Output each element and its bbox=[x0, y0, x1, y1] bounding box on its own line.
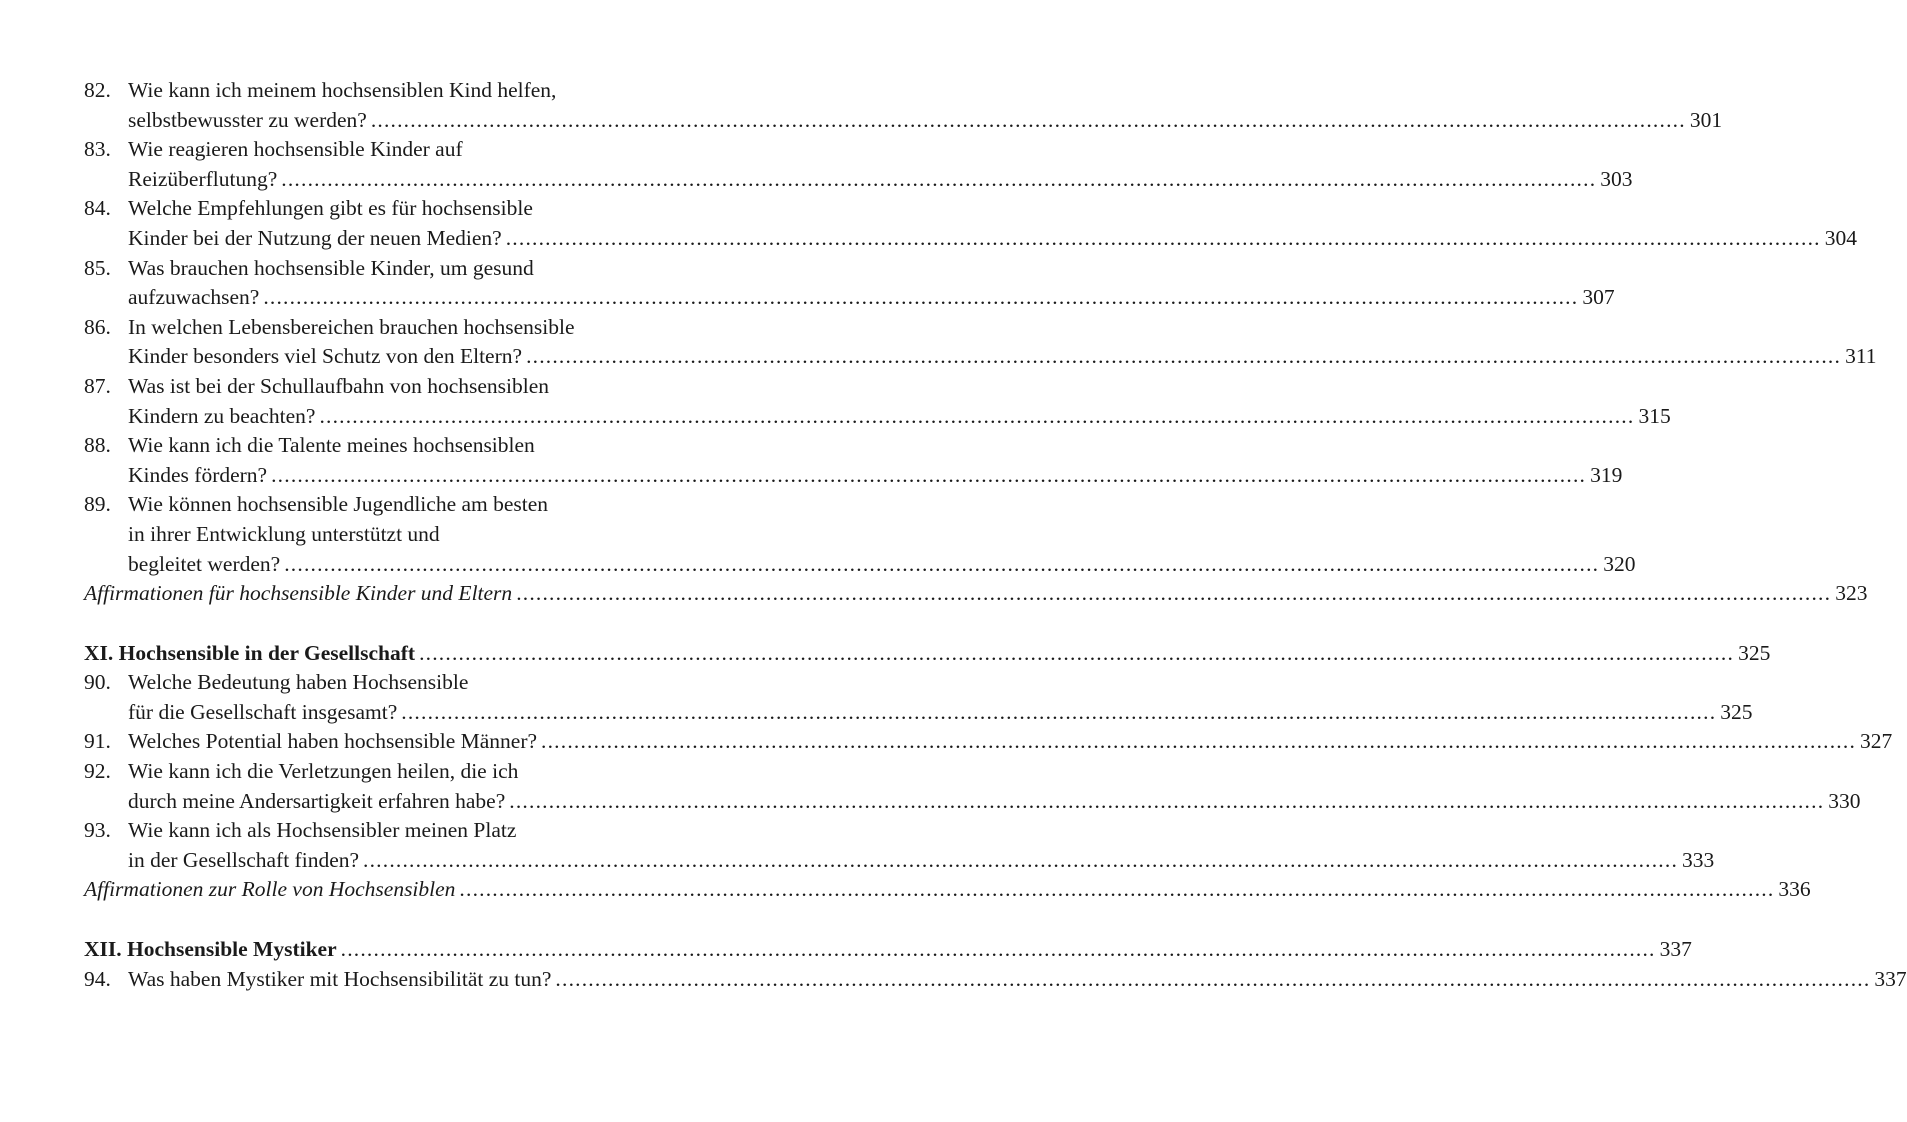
entry-title-line: Was brauchen hochsensible Kinder, um gesund bbox=[128, 255, 534, 280]
entry-title-line: Wie reagieren hochsensible Kinder auf bbox=[128, 137, 463, 162]
dot-leader: ........................................................................................................................................................................................................ bbox=[340, 937, 1656, 962]
toc-entry-89[interactable] bbox=[84, 490, 1636, 579]
affirmations-title: Affirmationen für hochsensible Kinder und Eltern bbox=[84, 581, 513, 606]
toc-entry-82[interactable] bbox=[84, 76, 1723, 135]
page-number: 333 bbox=[1682, 847, 1715, 872]
entry-title-line: Reizüberflutung? bbox=[128, 166, 278, 191]
page-number: 304 bbox=[1824, 225, 1857, 250]
entry-title-line: Welche Bedeutung haben Hochsensible bbox=[128, 670, 469, 695]
entry-title-line: in ihrer Entwicklung unterstützt und bbox=[128, 521, 440, 546]
toc-entry-88[interactable] bbox=[84, 431, 1623, 490]
toc-entry-93[interactable] bbox=[84, 816, 1715, 875]
entry-title-line: Kinder bei der Nutzung der neuen Medien? bbox=[128, 225, 502, 250]
toc-chapter-xi[interactable] bbox=[84, 639, 1771, 669]
page-number: 301 bbox=[1689, 107, 1723, 132]
chapter-title: XII. Hochsensible Mystiker bbox=[84, 937, 337, 962]
entry-number: 88. bbox=[84, 433, 111, 458]
affirmations-title: Affirmationen zur Rolle von Hochsensiblen bbox=[84, 877, 456, 902]
dot-leader: ........................................................................................................................................................................................................ bbox=[370, 107, 1686, 132]
entry-title-line: Was ist bei der Schullaufbahn von hochsensiblen bbox=[128, 373, 550, 398]
section-gap bbox=[84, 905, 637, 935]
toc-entry-85[interactable] bbox=[84, 254, 1615, 313]
page-number: 325 bbox=[1720, 699, 1753, 724]
dot-leader: ........................................................................................................................................................................................................ bbox=[541, 729, 1857, 754]
entry-number: 94. bbox=[84, 966, 111, 991]
page-number: 319 bbox=[1590, 462, 1623, 487]
dot-leader: ........................................................................................................................................................................................................ bbox=[419, 640, 1735, 665]
toc-entry-87[interactable] bbox=[84, 372, 1671, 431]
toc-entry-92[interactable] bbox=[84, 757, 1861, 816]
entry-number: 83. bbox=[84, 137, 111, 162]
chapter-title: XI. Hochsensible in der Gesellschaft bbox=[84, 640, 416, 665]
page-number: 323 bbox=[1835, 581, 1868, 606]
toc-entry-91[interactable] bbox=[84, 727, 1893, 757]
entry-title-line: durch meine Andersartigkeit erfahren habe? bbox=[128, 788, 506, 813]
entry-title-line: in der Gesellschaft finden? bbox=[128, 847, 360, 872]
page-number: 327 bbox=[1860, 729, 1893, 754]
entry-title-line: Wie können hochsensible Jugendliche am besten bbox=[128, 492, 549, 517]
toc-entry-86[interactable] bbox=[84, 313, 1877, 372]
page-number: 337 bbox=[1659, 937, 1692, 962]
toc-chapter-xii[interactable] bbox=[84, 935, 1692, 965]
entry-title-line: Was haben Mystiker mit Hochsensibilität zu tun? bbox=[128, 966, 552, 991]
entry-title-line: Welche Empfehlungen gibt es für hochsensible bbox=[128, 196, 533, 221]
entry-title-line: Kinder besonders viel Schutz von den Eltern? bbox=[128, 344, 523, 369]
page-number: 336 bbox=[1778, 877, 1811, 902]
entry-title-line: Welches Potential haben hochsensible Männer? bbox=[128, 729, 538, 754]
page-number: 311 bbox=[1845, 344, 1877, 369]
dot-leader: ........................................................................................................................................................................................................ bbox=[516, 581, 1832, 606]
page-number: 330 bbox=[1828, 788, 1861, 813]
toc-entry-83[interactable] bbox=[84, 135, 1633, 194]
page-number: 315 bbox=[1638, 403, 1671, 428]
entry-title-line: Wie kann ich als Hochsensibler meinen Platz bbox=[128, 818, 517, 843]
dot-leader: ........................................................................................................................................................................................................ bbox=[459, 877, 1775, 902]
entry-title-line: Kindern zu beachten? bbox=[128, 403, 316, 428]
entry-number: 90. bbox=[84, 670, 111, 695]
dot-leader: ........................................................................................................................................................................................................ bbox=[271, 462, 1587, 487]
entry-title-line: begleitet werden? bbox=[128, 551, 281, 576]
dot-leader: ........................................................................................................................................................................................................ bbox=[319, 403, 1635, 428]
entry-number: 93. bbox=[84, 818, 111, 843]
entry-title-line: Wie kann ich die Verletzungen heilen, die ich bbox=[128, 759, 519, 784]
section-gap bbox=[84, 609, 637, 639]
page-number: 320 bbox=[1603, 551, 1636, 576]
toc-affirmations-children-parents[interactable] bbox=[84, 579, 1868, 609]
dot-leader: ........................................................................................................................................................................................................ bbox=[555, 966, 1871, 991]
page-number: 337 bbox=[1874, 966, 1907, 991]
entry-title-line: Wie kann ich meinem hochsensiblen Kind helfen, bbox=[128, 78, 557, 102]
entry-title-line: aufzuwachsen? bbox=[128, 285, 260, 310]
dot-leader: ........................................................................................................................................................................................................ bbox=[263, 285, 1579, 310]
entry-number: 91. bbox=[84, 729, 111, 754]
entry-title-line: selbstbewusster zu werden? bbox=[128, 107, 367, 132]
entry-number: 92. bbox=[84, 759, 111, 784]
toc-entry-84[interactable] bbox=[84, 194, 1857, 253]
entry-title-line: Kindes fördern? bbox=[128, 462, 268, 487]
dot-leader: ........................................................................................................................................................................................................ bbox=[401, 699, 1717, 724]
entry-number: 87. bbox=[84, 373, 111, 398]
dot-leader: ........................................................................................................................................................................................................ bbox=[284, 551, 1600, 576]
toc-entry-90[interactable] bbox=[84, 668, 1753, 727]
table-of-contents bbox=[84, 76, 1907, 994]
toc-entry-94[interactable] bbox=[84, 965, 1907, 995]
dot-leader: ........................................................................................................................................................................................................ bbox=[281, 166, 1597, 191]
entry-title-line: In welchen Lebensbereichen brauchen hochsensible bbox=[128, 314, 575, 339]
dot-leader: ........................................................................................................................................................................................................ bbox=[509, 788, 1825, 813]
entry-number: 86. bbox=[84, 314, 111, 339]
page-number: 303 bbox=[1600, 166, 1633, 191]
dot-leader: ........................................................................................................................................................................................................ bbox=[363, 847, 1679, 872]
dot-leader: ........................................................................................................................................................................................................ bbox=[505, 225, 1821, 250]
entry-number: 84. bbox=[84, 196, 111, 221]
entry-number: 89. bbox=[84, 492, 111, 517]
page-number: 307 bbox=[1582, 285, 1615, 310]
entry-number: 82. bbox=[84, 78, 111, 102]
toc-affirmations-role[interactable] bbox=[84, 875, 1811, 905]
entry-number: 85. bbox=[84, 255, 111, 280]
page-number: 325 bbox=[1738, 640, 1771, 665]
entry-title-line: Wie kann ich die Talente meines hochsensiblen bbox=[128, 433, 535, 458]
entry-title-line: für die Gesellschaft insgesamt? bbox=[128, 699, 398, 724]
dot-leader: ........................................................................................................................................................................................................ bbox=[526, 344, 1842, 369]
